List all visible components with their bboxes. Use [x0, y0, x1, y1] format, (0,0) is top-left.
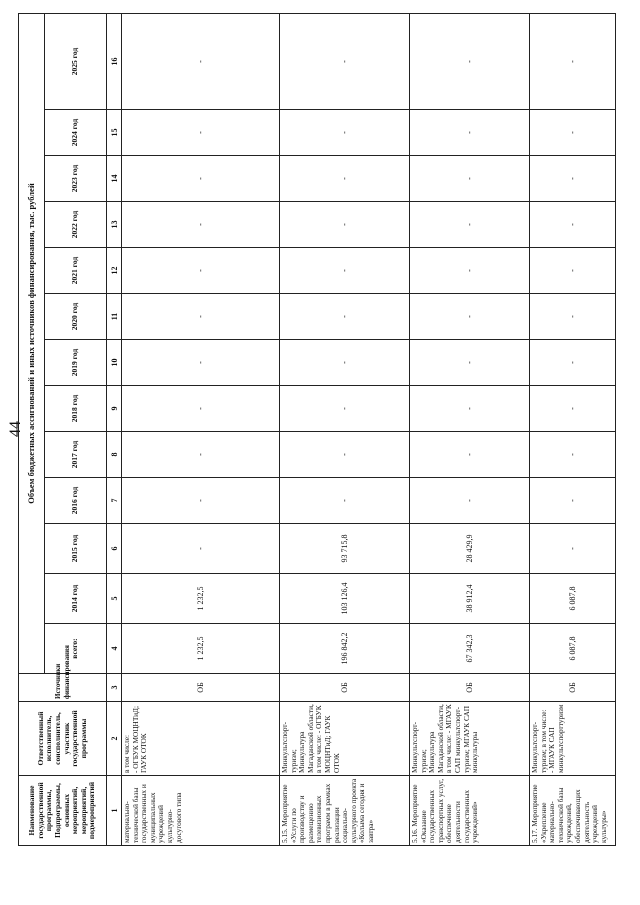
- row-value: -: [280, 13, 410, 109]
- row-responsible: [410, 702, 530, 776]
- col-number: 12: [107, 248, 122, 294]
- row-value: -: [122, 156, 280, 202]
- header-year-2025: 2025 год: [45, 13, 107, 109]
- row-value: -: [530, 202, 616, 248]
- row-responsible-top: в том числе:: [122, 734, 131, 773]
- col-number: 14: [107, 156, 122, 202]
- row-value: -: [280, 202, 410, 248]
- row-value: -: [410, 248, 530, 294]
- header-year-2018: 2018 год: [45, 386, 107, 432]
- header-responsible: Ответственный исполнитель, соисполнитель, участник государственной программы: [19, 702, 107, 776]
- row-value: -: [122, 386, 280, 432]
- row-value: -: [410, 13, 530, 109]
- header-year-2019: 2019 год: [45, 340, 107, 386]
- col-number: 13: [107, 202, 122, 248]
- col-number: 3: [107, 674, 122, 702]
- row-value: -: [530, 386, 616, 432]
- row-value: -: [122, 432, 280, 478]
- row-value: -: [530, 248, 616, 294]
- row-value: -: [410, 478, 530, 524]
- header-year-2022: 2022 год: [45, 202, 107, 248]
- col-number: 11: [107, 294, 122, 340]
- row-value: -: [122, 13, 280, 109]
- row-value: 93 715,8: [280, 524, 410, 574]
- row-source: ОБ: [280, 674, 410, 702]
- row-value: 6 087,8: [530, 624, 616, 674]
- header-year-2023: 2023 год: [45, 156, 107, 202]
- row-responsible-main: Минкультура Магаданской области, в том числе: - ОГБУК МОЦНТиД; ГАУК ОТОК: [297, 704, 341, 773]
- header-year-2024: 2024 год: [45, 110, 107, 156]
- row-value: -: [410, 156, 530, 202]
- column-number-row: [107, 13, 122, 845]
- row-value: 1 232,5: [122, 574, 280, 624]
- row-responsible-main: - ОГБУК МОЦНТиД; ГАУК ОТОК: [130, 705, 149, 773]
- row-value: -: [122, 478, 280, 524]
- header-year-2017: 2017 год: [45, 432, 107, 478]
- row-responsible: [122, 702, 280, 776]
- row-value: -: [122, 524, 280, 574]
- table-row: [530, 13, 616, 845]
- col-number: 6: [107, 524, 122, 574]
- header-source: Источники финансирования: [19, 674, 107, 702]
- row-responsible-top: Минкультспорт-туризм; в том числе:: [530, 709, 548, 773]
- row-value: -: [280, 294, 410, 340]
- row-source: ОБ: [530, 674, 616, 702]
- col-number: 1: [107, 776, 122, 846]
- row-value: 6 087,8: [530, 574, 616, 624]
- row-value: 1 232,5: [122, 624, 280, 674]
- row-responsible-top: Минкультспорт-туризм;: [410, 722, 428, 773]
- header-year-2014: 2014 год: [45, 574, 107, 624]
- col-number: 8: [107, 432, 122, 478]
- row-value: -: [280, 248, 410, 294]
- row-source: ОБ: [122, 674, 280, 702]
- row-value: 67 342,3: [410, 624, 530, 674]
- row-program-name: 5.15. Мероприятие «Услуги по производству и размещению телевизионных программ в рамках реализации социально-культурного проекта «Колыма сегодня и завтра»: [280, 776, 410, 846]
- col-number: 4: [107, 624, 122, 674]
- row-value: 196 842,2: [280, 624, 410, 674]
- row-value: -: [280, 340, 410, 386]
- row-value: -: [530, 156, 616, 202]
- table-row: [122, 13, 280, 845]
- header-year-2021: 2021 год: [45, 248, 107, 294]
- row-value: -: [122, 340, 280, 386]
- header-year-2020: 2020 год: [45, 294, 107, 340]
- row-program-name: материально-технической базы государственных и муниципальных учреждений культурно-досугового типа: [122, 776, 280, 846]
- col-number: 7: [107, 478, 122, 524]
- row-responsible: [530, 702, 616, 776]
- row-responsible-top: Минкультспорт-туризм;: [280, 722, 298, 773]
- financing-table: [18, 13, 616, 846]
- row-value: -: [410, 340, 530, 386]
- row-value: -: [122, 294, 280, 340]
- row-value: -: [280, 478, 410, 524]
- header-name: Наименование государственной программы, Подпрограммы, основных мероприятий, мероприятий, подмероприятий: [19, 776, 107, 846]
- row-value: -: [530, 432, 616, 478]
- col-number: 15: [107, 110, 122, 156]
- row-value: -: [530, 340, 616, 386]
- table-row: [410, 13, 530, 845]
- row-value: 28 429,9: [410, 524, 530, 574]
- col-number: 16: [107, 13, 122, 109]
- row-value: -: [530, 478, 616, 524]
- row-value: -: [410, 202, 530, 248]
- row-program-name: 5.17. Мероприятие «Укрепление материально-технической базы учреждений, обеспечивающих деятельность учреждений культуры»: [530, 776, 616, 846]
- col-number: 9: [107, 386, 122, 432]
- row-responsible-main: - МГАУК САП минкультспорттуризм: [547, 704, 565, 773]
- table-row: [280, 13, 410, 845]
- row-responsible-main: Минкультура Магаданской области, в том числе: - МГАУК САП минкультспорт-туризм; МГАУК САП минкультуры: [427, 704, 480, 773]
- row-value: 38 912,4: [410, 574, 530, 624]
- row-value: -: [410, 432, 530, 478]
- row-value: -: [280, 110, 410, 156]
- row-value: -: [530, 524, 616, 574]
- row-source: ОБ: [410, 674, 530, 702]
- col-number: 5: [107, 574, 122, 624]
- row-value: -: [410, 386, 530, 432]
- row-value: 103 126,4: [280, 574, 410, 624]
- row-value: -: [122, 248, 280, 294]
- header-funding: Объем бюджетных ассигнований и иных источников финансирования, тыс. рублей: [19, 13, 45, 673]
- row-value: -: [280, 432, 410, 478]
- row-value: -: [530, 110, 616, 156]
- header-year-2016: 2016 год: [45, 478, 107, 524]
- header-year-2015: 2015 год: [45, 524, 107, 574]
- rotated-table-wrapper: [18, 18, 608, 846]
- col-number: 2: [107, 702, 122, 776]
- page-number: 44: [7, 421, 24, 437]
- row-responsible: [280, 702, 410, 776]
- row-program-name: 5.16. Мероприятие «Оказание государственных транспортных услуг, обеспечение деятельности государственных учреждений»: [410, 776, 530, 846]
- row-value: -: [530, 13, 616, 109]
- row-value: -: [410, 294, 530, 340]
- row-value: -: [530, 294, 616, 340]
- header-year-total: всего:: [45, 624, 107, 674]
- row-value: -: [280, 156, 410, 202]
- row-value: -: [280, 386, 410, 432]
- row-value: -: [410, 110, 530, 156]
- row-value: -: [122, 110, 280, 156]
- row-value: -: [122, 202, 280, 248]
- col-number: 10: [107, 340, 122, 386]
